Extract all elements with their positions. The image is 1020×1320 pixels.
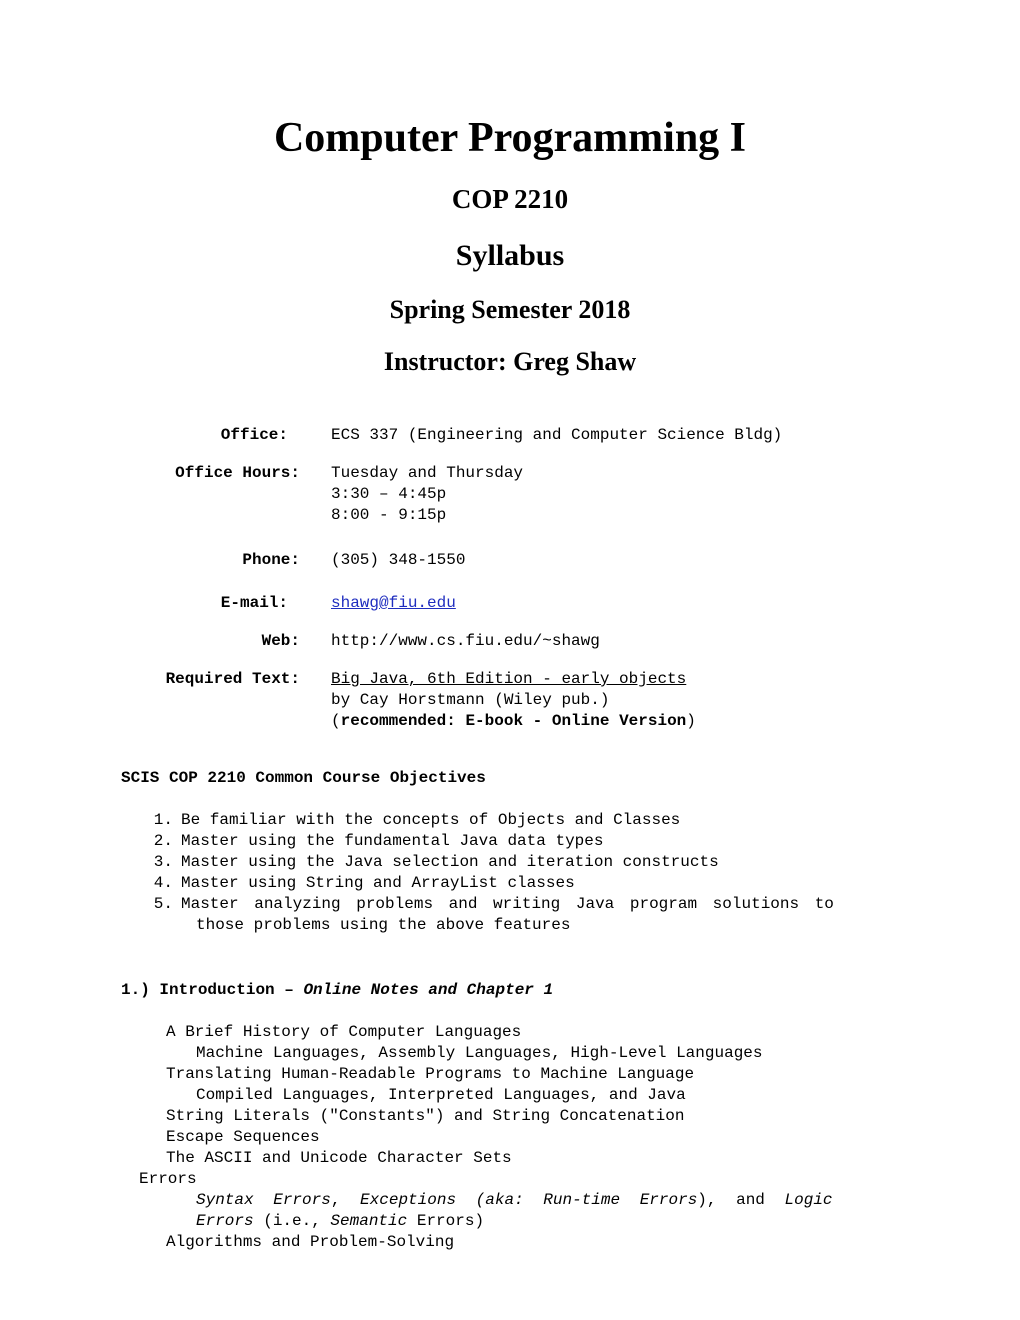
web-value: http://www.cs.fiu.edu/~shawg bbox=[331, 632, 600, 650]
required-text-label: Required Text: bbox=[165, 670, 300, 688]
section-title: Introduction – bbox=[159, 981, 294, 999]
course-code: COP 2210 bbox=[451, 184, 569, 214]
doc-type: Syllabus bbox=[455, 239, 565, 272]
objective-number: 5. bbox=[153, 895, 173, 913]
office-value: ECS 337 (Engineering and Computer Science Bldg) bbox=[331, 426, 783, 444]
objective-item: Master using the fundamental Java data types bbox=[181, 832, 604, 850]
office-hours-line1: Tuesday and Thursday bbox=[331, 464, 524, 482]
phone-label: Phone: bbox=[242, 551, 300, 569]
rec-colon: : bbox=[446, 712, 466, 730]
subtopic-line: Machine Languages, Assembly Languages, High-Level Languages bbox=[196, 1044, 763, 1062]
subtopic-line bbox=[196, 1190, 833, 1211]
email-label: E-mail: bbox=[220, 594, 288, 612]
objective-item-continuation: those problems using the above features bbox=[196, 916, 571, 934]
subtopic-line: Compiled Languages, Interpreted Languages, and Java bbox=[196, 1086, 686, 1104]
and-text: ), and bbox=[697, 1191, 765, 1209]
objective-number: 2. bbox=[153, 832, 173, 850]
syntax-errors: Syntax Errors bbox=[196, 1191, 331, 1209]
section-number: 1.) bbox=[121, 981, 150, 999]
topic-line: Algorithms and Problem-Solving bbox=[166, 1233, 455, 1251]
subtopic-line bbox=[196, 1211, 484, 1232]
web-label: Web: bbox=[261, 632, 300, 650]
office-hours-label: Office Hours: bbox=[175, 464, 300, 482]
topic-line: Escape Sequences bbox=[166, 1128, 320, 1146]
topic-line: A Brief History of Computer Languages bbox=[166, 1023, 522, 1041]
objective-item: Be familiar with the concepts of Objects and Classes bbox=[181, 811, 681, 829]
semantic-word: Semantic bbox=[330, 1212, 408, 1230]
phone-value: (305) 348-1550 bbox=[331, 551, 466, 569]
semester: Spring Semester 2018 bbox=[389, 295, 631, 324]
office-label: Office: bbox=[220, 426, 288, 444]
email-link[interactable]: shawg@fiu.edu bbox=[331, 594, 456, 612]
errors-close: Errors) bbox=[407, 1212, 485, 1230]
ie-text: (i.e., bbox=[253, 1212, 331, 1230]
section-heading bbox=[121, 980, 553, 1001]
instructor: Instructor: Greg Shaw bbox=[383, 347, 637, 376]
errors-word: Errors bbox=[196, 1212, 254, 1230]
objective-number: 1. bbox=[153, 811, 173, 829]
rec-label: recommended bbox=[340, 712, 447, 730]
comma: , bbox=[330, 1191, 341, 1209]
rec-close-paren: ) bbox=[686, 712, 696, 730]
section-reading: Online Notes and Chapter 1 bbox=[303, 981, 554, 999]
rec-version: E-book - Online Version bbox=[465, 712, 687, 730]
topic-line: String Literals ("Constants") and String Concatenation bbox=[166, 1107, 685, 1125]
objectives-heading: SCIS COP 2210 Common Course Objectives bbox=[121, 769, 486, 787]
objective-item: Master using String and ArrayList classes bbox=[181, 874, 575, 892]
objective-number: 3. bbox=[153, 853, 173, 871]
objective-item: Master analyzing problems and writing Java program solutions to bbox=[181, 895, 834, 913]
topic-line: Translating Human-Readable Programs to Machine Language bbox=[166, 1065, 695, 1083]
topic-line: Errors bbox=[139, 1170, 197, 1188]
required-text-title: Big Java, 6th Edition - early objects bbox=[331, 670, 687, 688]
objective-number: 4. bbox=[153, 874, 173, 892]
topic-line: The ASCII and Unicode Character Sets bbox=[166, 1149, 512, 1167]
page-title: Computer Programming I bbox=[273, 115, 747, 161]
office-hours-line3: 8:00 - 9:15p bbox=[331, 506, 447, 524]
logic-word: Logic bbox=[784, 1191, 833, 1209]
exceptions: Exceptions (aka: Run-time Errors bbox=[360, 1191, 698, 1209]
office-hours-line2: 3:30 – 4:45p bbox=[331, 485, 447, 503]
rec-open-paren: ( bbox=[331, 712, 341, 730]
required-text-recommendation bbox=[331, 711, 696, 732]
required-text-author: by Cay Horstmann (Wiley pub.) bbox=[331, 691, 610, 709]
objective-item: Master using the Java selection and iteration constructs bbox=[181, 853, 719, 871]
